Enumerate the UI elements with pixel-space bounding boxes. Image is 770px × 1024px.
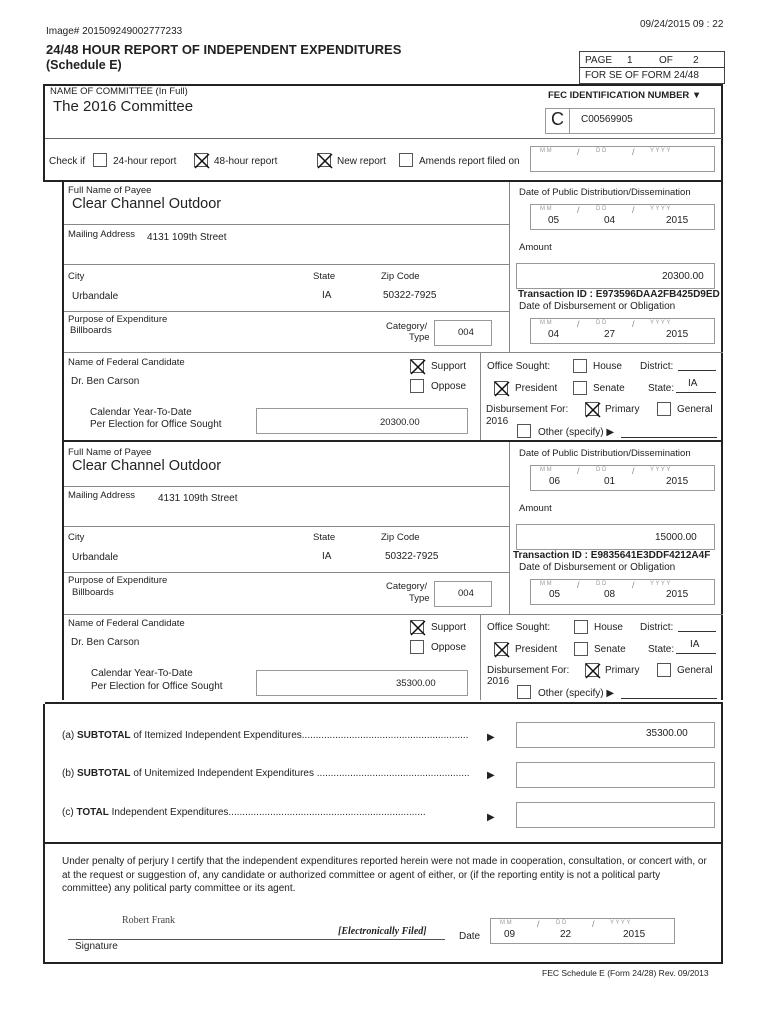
public-date-year: 2015 — [666, 215, 689, 226]
ytd-label-1: Calendar Year-To-Date — [91, 668, 193, 679]
check-mark-icon — [584, 662, 602, 680]
checkbox-oppose[interactable] — [410, 640, 424, 654]
support-label: Support — [431, 622, 467, 633]
fec-id-label: FEC IDENTIFICATION NUMBER ▼ — [548, 90, 702, 101]
fec-id-number: C00569905 — [581, 114, 633, 125]
payee-name: Clear Channel Outdoor — [72, 458, 222, 474]
fec-id-prefix: C — [551, 109, 564, 129]
candidate-label: Name of Federal Candidate — [68, 618, 185, 629]
office-sought-label: Office Sought: — [487, 361, 551, 372]
checkbox-house[interactable] — [573, 359, 587, 373]
label-amends: Amends report filed on — [419, 156, 520, 167]
signature-date-year: 2015 — [623, 929, 646, 940]
type-label: Type — [409, 593, 430, 604]
disbursement-for-label: Disbursement For: — [487, 665, 570, 676]
zip-value: 50322-7925 — [385, 551, 439, 562]
mailing-address-label: Mailing Address — [68, 229, 136, 240]
public-date-month: 05 — [548, 215, 560, 226]
certification-text: Under penalty of perjury I certify that the independent expenditures reported herein were not made in cooperation, consultation, or concert with, or at the request or suggestion of, any candidate or authorized committee or agent of either, or (if the reporting entity is not a political party committee) any political party committee or its agent. — [62, 856, 707, 894]
signature-date-day: 22 — [560, 929, 572, 940]
signature-date-month: 09 — [504, 929, 516, 940]
disbursement-date-month: 04 — [548, 329, 560, 340]
page-total: 2 — [693, 55, 699, 66]
state-sought-label: State: — [648, 383, 675, 394]
disbursement-date-day: 08 — [604, 589, 616, 600]
office-sought-label: Office Sought: — [487, 622, 551, 633]
state-label: State — [313, 532, 336, 543]
city-value: Urbandale — [72, 552, 119, 563]
checkbox-president[interactable] — [494, 381, 508, 395]
senate-label: Senate — [593, 383, 625, 394]
checkbox-support[interactable] — [410, 620, 424, 634]
candidate-name: Dr. Ben Carson — [71, 376, 140, 387]
signature-date-field — [490, 918, 675, 944]
other-label: Other (specify) ▶ — [538, 427, 615, 438]
disbursement-date-year: 2015 — [666, 329, 689, 340]
arrow-icon: ▶ — [487, 812, 495, 823]
ytd-label-1: Calendar Year-To-Date — [90, 407, 192, 418]
form-subtitle: (Schedule E) — [46, 58, 122, 72]
page-label: PAGE — [585, 55, 613, 66]
total-row: (c) TOTAL Independent Expenditures....................................................................... — [62, 807, 426, 818]
purpose-value: Billboards — [70, 325, 112, 336]
category-value: 004 — [458, 588, 474, 599]
date-label: Date — [459, 931, 481, 942]
label-48-hour: 48-hour report — [214, 156, 278, 167]
purpose-label: Purpose of Expenditure — [68, 575, 168, 586]
checkbox-general[interactable] — [657, 663, 671, 677]
type-label: Type — [409, 332, 430, 343]
check-mark-icon — [316, 152, 334, 170]
check-mark-icon — [493, 380, 511, 398]
transaction-id: Transaction ID : E9835641E3DDF4212A4F — [513, 550, 711, 561]
image-number: Image# 201509249002777233 — [46, 26, 183, 37]
public-date-month: 06 — [549, 476, 561, 487]
for-se-label: FOR SE OF FORM 24/48 — [585, 70, 699, 81]
subtotal-itemized-value: 35300.00 — [646, 728, 688, 739]
state-value: IA — [322, 290, 332, 301]
category-label: Category/ — [386, 321, 428, 332]
public-date-label: Date of Public Distribution/Dissemination — [519, 187, 691, 198]
checkbox-support[interactable] — [410, 359, 424, 373]
checkbox-senate[interactable] — [573, 381, 587, 395]
label-24-hour: 24-hour report — [113, 156, 177, 167]
public-date-day: 04 — [604, 215, 616, 226]
arrow-icon: ▶ — [487, 770, 495, 781]
page-number: 1 — [627, 55, 633, 66]
checkbox-senate[interactable] — [574, 642, 588, 656]
general-label: General — [677, 665, 713, 676]
primary-label: Primary — [605, 665, 640, 676]
payee-name-label: Full Name of Payee — [68, 185, 152, 196]
support-label: Support — [431, 361, 467, 372]
mailing-address: 4131 109th Street — [158, 493, 238, 504]
zip-value: 50322-7925 — [383, 290, 437, 301]
label-new-report: New report — [337, 156, 386, 167]
state-value: IA — [322, 551, 332, 562]
checkbox-president[interactable] — [494, 642, 508, 656]
city-label: City — [68, 271, 85, 282]
subtotal-unitemized-row: (b) SUBTOTAL of Unitemized Independent Expenditures ....................................................... — [62, 768, 470, 779]
check-mark-icon — [409, 619, 427, 637]
disbursement-for-label: Disbursement For: — [486, 404, 569, 415]
amount-label: Amount — [519, 242, 552, 253]
amount-value: 20300.00 — [662, 271, 704, 282]
state-sought-label: State: — [648, 644, 675, 655]
ytd-field — [256, 670, 468, 696]
ytd-value: 35300.00 — [396, 678, 436, 689]
checkbox-house[interactable] — [574, 620, 588, 634]
check-mark-icon — [493, 641, 511, 659]
mailing-address-label: Mailing Address — [68, 490, 136, 501]
checkbox-general[interactable] — [657, 402, 671, 416]
other-label: Other (specify) ▶ — [538, 688, 615, 699]
house-label: House — [593, 361, 622, 372]
arrow-icon: ▶ — [487, 732, 495, 743]
category-value: 004 — [458, 327, 474, 338]
signature-label: Signature — [75, 941, 118, 952]
city-value: Urbandale — [72, 291, 119, 302]
amends-date-field[interactable] — [530, 146, 715, 172]
district-label: District: — [640, 361, 674, 372]
committee-name-label: NAME OF COMMITTEE (In Full) — [50, 86, 188, 97]
disbursement-date-label: Date of Disbursement or Obligation — [519, 562, 676, 573]
report-datetime: 09/24/2015 09 : 22 — [640, 19, 724, 30]
state-sought-value: IA — [690, 639, 700, 650]
form-footer: FEC Schedule E (Form 24/28) Rev. 09/2013 — [542, 968, 709, 978]
checkbox-oppose[interactable] — [410, 379, 424, 393]
total-field — [516, 802, 715, 828]
committee-name: The 2016 Committee — [53, 98, 194, 115]
disbursement-date-label: Date of Disbursement or Obligation — [519, 301, 676, 312]
house-label: House — [594, 622, 623, 633]
district-label: District: — [640, 622, 674, 633]
disbursement-date-day: 27 — [604, 329, 616, 340]
subtotal-unitemized-field — [516, 762, 715, 788]
general-label: General — [677, 404, 713, 415]
candidate-name: Dr. Ben Carson — [71, 637, 140, 648]
checkbox-primary[interactable] — [585, 402, 599, 416]
mailing-address: 4131 109th Street — [147, 232, 227, 243]
payee-name-label: Full Name of Payee — [68, 447, 152, 458]
ytd-value: 20300.00 — [380, 417, 420, 428]
form-title: 24/48 HOUR REPORT OF INDEPENDENT EXPENDITURES — [46, 42, 402, 57]
checkbox-other[interactable] — [517, 424, 531, 438]
state-sought-value: IA — [688, 378, 698, 389]
checkbox-primary[interactable] — [585, 663, 599, 677]
electronically-filed: [Electronically Filed] — [338, 926, 427, 937]
oppose-label: Oppose — [431, 642, 467, 653]
oppose-label: Oppose — [431, 381, 467, 392]
signer-name: Robert Frank — [122, 915, 176, 926]
public-date-day: 01 — [604, 476, 616, 487]
ytd-label-2: Per Election for Office Sought — [90, 419, 222, 430]
purpose-value: Billboards — [72, 587, 114, 598]
disbursement-date-year: 2015 — [666, 589, 689, 600]
check-mark-icon — [584, 401, 602, 419]
checkbox-new-report[interactable] — [317, 153, 331, 167]
ytd-field — [256, 408, 468, 434]
city-label: City — [68, 532, 85, 543]
check-if-label: Check if — [49, 156, 86, 167]
state-label: State — [313, 271, 336, 282]
purpose-label: Purpose of Expenditure — [68, 314, 168, 325]
check-mark-icon — [193, 152, 211, 170]
president-label: President — [515, 644, 558, 655]
public-date-year: 2015 — [666, 476, 689, 487]
subtotal-itemized-row: (a) SUBTOTAL of Itemized Independent Expenditures............................................................ — [62, 730, 469, 741]
checkbox-other[interactable] — [517, 685, 531, 699]
candidate-label: Name of Federal Candidate — [68, 357, 185, 368]
zip-label: Zip Code — [381, 532, 420, 543]
election-year: 2016 — [486, 416, 509, 427]
public-date-label: Date of Public Distribution/Dissemination — [519, 448, 691, 459]
zip-label: Zip Code — [381, 271, 420, 282]
ytd-label-2: Per Election for Office Sought — [91, 681, 223, 692]
category-label: Category/ — [386, 581, 428, 592]
check-mark-icon — [409, 358, 427, 376]
disbursement-date-month: 05 — [549, 589, 561, 600]
checkbox-24-hour[interactable] — [93, 153, 107, 167]
election-year: 2016 — [487, 676, 510, 687]
senate-label: Senate — [594, 644, 626, 655]
checkbox-amends[interactable] — [399, 153, 413, 167]
amount-value: 15000.00 — [655, 532, 697, 543]
payee-name: Clear Channel Outdoor — [72, 196, 222, 212]
of-label: OF — [659, 55, 673, 66]
transaction-id: Transaction ID : E973596DAA2FB425D9ED — [518, 289, 720, 300]
checkbox-48-hour[interactable] — [194, 153, 208, 167]
president-label: President — [515, 383, 558, 394]
primary-label: Primary — [605, 404, 640, 415]
amount-label: Amount — [519, 503, 552, 514]
